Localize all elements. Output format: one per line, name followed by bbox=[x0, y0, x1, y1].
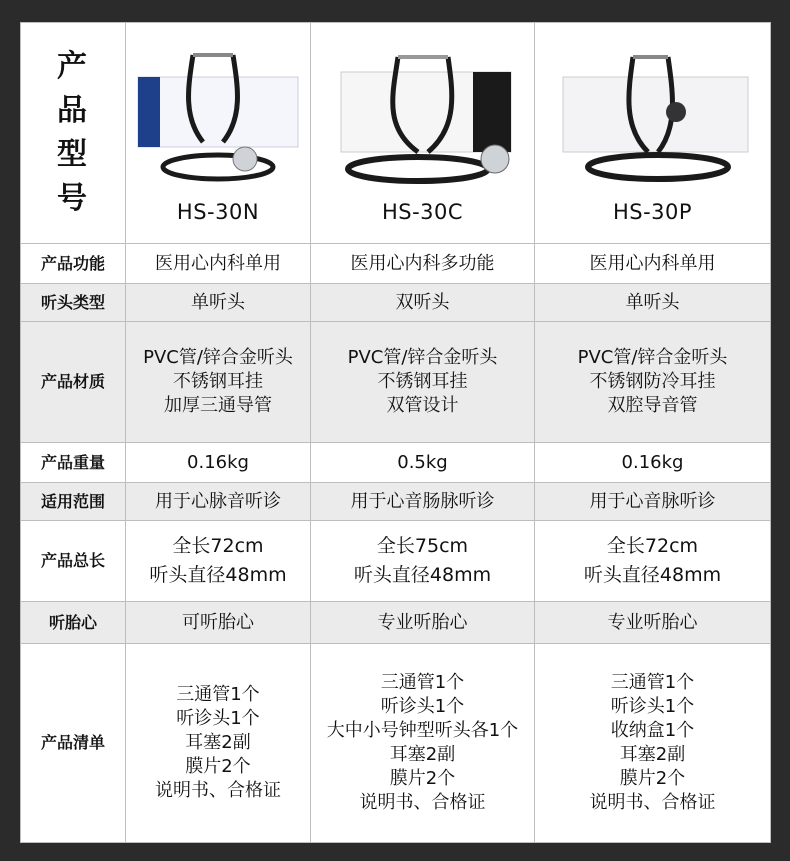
model-header-label bbox=[21, 23, 126, 244]
length-line: 全长72cm bbox=[606, 535, 699, 557]
cell-value bbox=[535, 322, 771, 443]
material-line: 不锈钢防冷耳挂 bbox=[589, 371, 716, 392]
row-weight bbox=[21, 443, 771, 483]
label-line-1: 产 品 bbox=[57, 49, 99, 128]
model-name: HS-30P bbox=[612, 200, 693, 224]
material-line: PVC管/锌合金听头 bbox=[577, 347, 728, 368]
list-item: 耳塞2副 bbox=[185, 732, 251, 753]
cell-value bbox=[126, 644, 311, 843]
cell-value: 单听头 bbox=[535, 284, 771, 322]
row-label: 听胎心 bbox=[21, 602, 126, 644]
cell-value: 用于心音肠脉听诊 bbox=[311, 483, 535, 521]
chestpiece-icon bbox=[233, 147, 257, 171]
cell-value bbox=[126, 322, 311, 443]
cell-value: 0.16kg bbox=[535, 443, 771, 483]
cell-value: 专业听胎心 bbox=[311, 602, 535, 644]
row-function bbox=[21, 244, 771, 284]
cell-value: 专业听胎心 bbox=[535, 602, 771, 644]
box-stripe bbox=[473, 72, 511, 152]
material-line: 双腔导音管 bbox=[607, 395, 698, 416]
cell-value bbox=[311, 521, 535, 602]
row-label: 产品重量 bbox=[21, 443, 126, 483]
list-item: 说明书、合格证 bbox=[155, 780, 281, 801]
row-label: 产品清单 bbox=[21, 644, 126, 843]
length-line: 听头直径48mm bbox=[353, 564, 492, 586]
list-item: 三通管1个 bbox=[610, 672, 695, 693]
list-item: 耳塞2副 bbox=[619, 744, 686, 765]
list-item: 听诊头1个 bbox=[380, 696, 465, 717]
cell-value: 医用心内科单用 bbox=[126, 244, 311, 284]
length-line: 全长75cm bbox=[376, 535, 469, 557]
list-item: 三通管1个 bbox=[176, 684, 260, 705]
list-item: 膜片2个 bbox=[389, 768, 456, 789]
list-item: 膜片2个 bbox=[185, 756, 251, 777]
length-line: 听头直径48mm bbox=[149, 564, 287, 586]
cell-value: 用于心脉音听诊 bbox=[126, 483, 311, 521]
row-fetal-heart bbox=[21, 602, 771, 644]
product-image-hs30n bbox=[126, 42, 310, 192]
row-scope bbox=[21, 483, 771, 521]
row-head-type bbox=[21, 284, 771, 322]
cell-value bbox=[535, 644, 771, 843]
model-name: HS-30C bbox=[381, 200, 464, 224]
material-line: 双管设计 bbox=[386, 395, 459, 416]
cell-value bbox=[311, 644, 535, 843]
cell-value: 0.16kg bbox=[126, 443, 311, 483]
model-cell-hs30p bbox=[535, 23, 771, 244]
row-label: 听头类型 bbox=[21, 284, 126, 322]
product-image-hs30c bbox=[311, 42, 534, 192]
cell-value: 双听头 bbox=[311, 284, 535, 322]
cell-value: 医用心内科单用 bbox=[535, 244, 771, 284]
cell-value: 医用心内科多功能 bbox=[311, 244, 535, 284]
row-package-list bbox=[21, 644, 771, 843]
cell-value bbox=[535, 521, 771, 602]
model-header-row bbox=[21, 23, 771, 244]
list-item: 收纳盒1个 bbox=[610, 720, 695, 741]
chestpiece-icon bbox=[481, 145, 509, 173]
product-image-hs30p bbox=[535, 42, 770, 192]
cell-value: 0.5kg bbox=[311, 443, 535, 483]
product-box bbox=[138, 77, 298, 147]
list-item: 听诊头1个 bbox=[176, 708, 260, 729]
material-line: 不锈钢耳挂 bbox=[377, 371, 468, 392]
list-item: 膜片2个 bbox=[619, 768, 686, 789]
material-line: 加厚三通导管 bbox=[164, 395, 272, 416]
material-line: PVC管/锌合金听头 bbox=[347, 347, 498, 368]
model-cell-hs30n bbox=[126, 23, 311, 244]
row-label: 产品材质 bbox=[21, 322, 126, 443]
box-stripe bbox=[138, 77, 160, 147]
list-item: 大中小号钟型听头各1个 bbox=[326, 720, 519, 741]
cell-value: 用于心音脉听诊 bbox=[535, 483, 771, 521]
row-label: 适用范围 bbox=[21, 483, 126, 521]
comparison-table-frame bbox=[20, 22, 770, 843]
chestpiece-icon bbox=[666, 102, 686, 122]
cell-value bbox=[126, 521, 311, 602]
list-item: 听诊头1个 bbox=[610, 696, 695, 717]
row-label: 产品功能 bbox=[21, 244, 126, 284]
list-item: 三通管1个 bbox=[380, 672, 465, 693]
cell-value bbox=[311, 322, 535, 443]
product-comparison-table bbox=[20, 22, 771, 843]
length-line: 全长72cm bbox=[172, 535, 264, 557]
material-line: 不锈钢耳挂 bbox=[173, 371, 263, 392]
list-item: 说明书、合格证 bbox=[359, 792, 486, 813]
model-cell-hs30c bbox=[311, 23, 535, 244]
row-label: 产品总长 bbox=[21, 521, 126, 602]
label-line-2: 型 号 bbox=[57, 137, 99, 216]
list-item: 说明书、合格证 bbox=[589, 792, 716, 813]
cell-value: 可听胎心 bbox=[126, 602, 311, 644]
row-length bbox=[21, 521, 771, 602]
product-box bbox=[563, 77, 748, 152]
length-line: 听头直径48mm bbox=[583, 564, 722, 586]
list-item: 耳塞2副 bbox=[389, 744, 456, 765]
cell-value: 单听头 bbox=[126, 284, 311, 322]
material-line: PVC管/锌合金听头 bbox=[143, 347, 293, 368]
model-name: HS-30N bbox=[176, 200, 260, 224]
row-material bbox=[21, 322, 771, 443]
